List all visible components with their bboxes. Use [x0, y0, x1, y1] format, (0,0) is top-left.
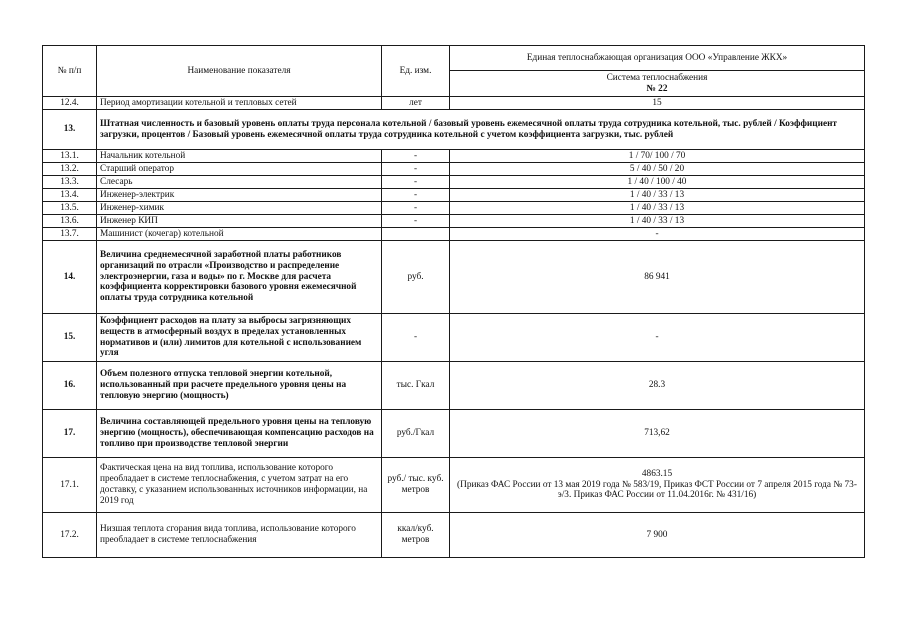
row-value: 4863.15: [641, 468, 673, 479]
row-name: Инженер-химик: [97, 202, 382, 215]
row-unit: -: [382, 202, 450, 215]
row-value: -: [450, 228, 865, 241]
row-name: Величина среднемесячной заработной платы работников организаций по отрасли «Производство и распределение электроэнергии, газа и воды» по г. Москве для расчета коэффициента корректировки базового уровня ежемесячной оплаты труда сотрудника котельной: [97, 241, 382, 314]
row-name: Слесарь: [97, 176, 382, 189]
section-title: Штатная численность и базовый уровень оплаты труда персонала котельной / базовый уровень ежемесячной оплаты труда сотрудника котельной, тыс. рублей / Коэффициент загрузки, процентов / Базовый уровень ежемесячной оплаты труда сотрудника котельной с учетом коэффициента загрузки, тыс. рублей: [97, 110, 865, 150]
row-unit: лет: [382, 97, 450, 110]
row-unit: -: [382, 150, 450, 163]
row-number: 16.: [43, 362, 97, 410]
row-value: 1 / 40 / 100 / 40: [450, 176, 865, 189]
row-name: Инженер КИП: [97, 215, 382, 228]
row-number: 13.: [43, 110, 97, 150]
section-row: [43, 110, 865, 150]
row-number: 17.: [43, 410, 97, 458]
row-value: 5 / 40 / 50 / 20: [450, 163, 865, 176]
table-row: [43, 202, 865, 215]
row-name: Старший оператор: [97, 163, 382, 176]
row-name: Объем полезного отпуска тепловой энергии котельной, использованный при расчете предельного уровня цены на тепловую энергию (мощность): [97, 362, 382, 410]
header-system: [450, 71, 865, 97]
row-unit: тыс. Гкал: [382, 362, 450, 410]
row-number: 13.1.: [43, 150, 97, 163]
row-value: 28.3: [450, 362, 865, 410]
row-value: -: [450, 314, 865, 362]
row-number: 13.6.: [43, 215, 97, 228]
row-number: 13.7.: [43, 228, 97, 241]
row-value-note: (Приказ ФАС России от 13 мая 2019 года № 583/19, Приказ ФСТ России от 7 апреля 2015 года № 73-э/3. Приказ ФАС России от 11.04.2016г. № 431/16): [457, 479, 857, 501]
row-value: 1 / 40 / 33 / 13: [450, 215, 865, 228]
table-row: [43, 362, 865, 410]
row-value: 86 941: [450, 241, 865, 314]
row-number: 13.4.: [43, 189, 97, 202]
system-label: Система теплоснабжения: [606, 72, 708, 83]
row-name: Период амортизации котельной и тепловых сетей: [97, 97, 382, 110]
table-row: [43, 215, 865, 228]
row-number: 17.1.: [43, 458, 97, 513]
row-number: 14.: [43, 241, 97, 314]
row-unit: ккал/куб. метров: [382, 513, 450, 558]
row-value: 713,62: [450, 410, 865, 458]
row-unit: руб./ тыс. куб. метров: [382, 458, 450, 513]
table-row: [43, 513, 865, 558]
row-number: 17.2.: [43, 513, 97, 558]
row-unit: -: [382, 163, 450, 176]
row-name: Инженер-электрик: [97, 189, 382, 202]
header-row: [43, 46, 865, 71]
row-unit: -: [382, 189, 450, 202]
row-name: Машинист (кочегар) котельной: [97, 228, 382, 241]
row-unit: -: [382, 215, 450, 228]
row-name: Коэффициент расходов на плату за выбросы загрязняющих веществ в атмосферный воздух в пределах установленных нормативов и (или) лимитов для котельной с использованием угля: [97, 314, 382, 362]
row-value: 1 / 40 / 33 / 13: [450, 189, 865, 202]
row-number: 15.: [43, 314, 97, 362]
header-col-unit: Ед. изм.: [382, 46, 450, 97]
row-unit: [382, 228, 450, 241]
table-row: [43, 314, 865, 362]
row-name: Начальник котельной: [97, 150, 382, 163]
row-value-cell: [450, 458, 865, 513]
header-organization: Единая теплоснабжающая организация ООО «Управление ЖКХ»: [450, 46, 865, 71]
row-unit: -: [382, 314, 450, 362]
row-value: 1 / 40 / 33 / 13: [450, 202, 865, 215]
table-row: [43, 189, 865, 202]
row-unit: руб./Гкал: [382, 410, 450, 458]
table-row: [43, 150, 865, 163]
row-number: 13.5.: [43, 202, 97, 215]
row-name: Низшая теплота сгорания вида топлива, использование которого преобладает в системе теплоснабжения: [97, 513, 382, 558]
row-value: 7 900: [450, 513, 865, 558]
table-row: [43, 228, 865, 241]
row-value: 1 / 70/ 100 / 70: [450, 150, 865, 163]
row-unit: руб.: [382, 241, 450, 314]
table-row: [43, 241, 865, 314]
row-value: 15: [450, 97, 865, 110]
table-row: [43, 176, 865, 189]
table-row: [43, 97, 865, 110]
system-number: № 22: [646, 83, 668, 94]
header-col-name: Наименование показателя: [97, 46, 382, 97]
table-row: [43, 458, 865, 513]
table-row: [43, 410, 865, 458]
row-number: 13.2.: [43, 163, 97, 176]
table-row: [43, 163, 865, 176]
tariff-table: [42, 45, 865, 558]
row-unit: -: [382, 176, 450, 189]
row-name: Величина составляющей предельного уровня цены на тепловую энергию (мощность), обеспечивающая компенсацию расходов на топливо при производстве тепловой энергии: [97, 410, 382, 458]
row-number: 13.3.: [43, 176, 97, 189]
header-col-num: № п/п: [43, 46, 97, 97]
row-number: 12.4.: [43, 97, 97, 110]
row-name: Фактическая цена на вид топлива, использование которого преобладает в системе теплоснабжения, с учетом затрат на его доставку, с указанием использованных источников информации, на 2019 год: [97, 458, 382, 513]
